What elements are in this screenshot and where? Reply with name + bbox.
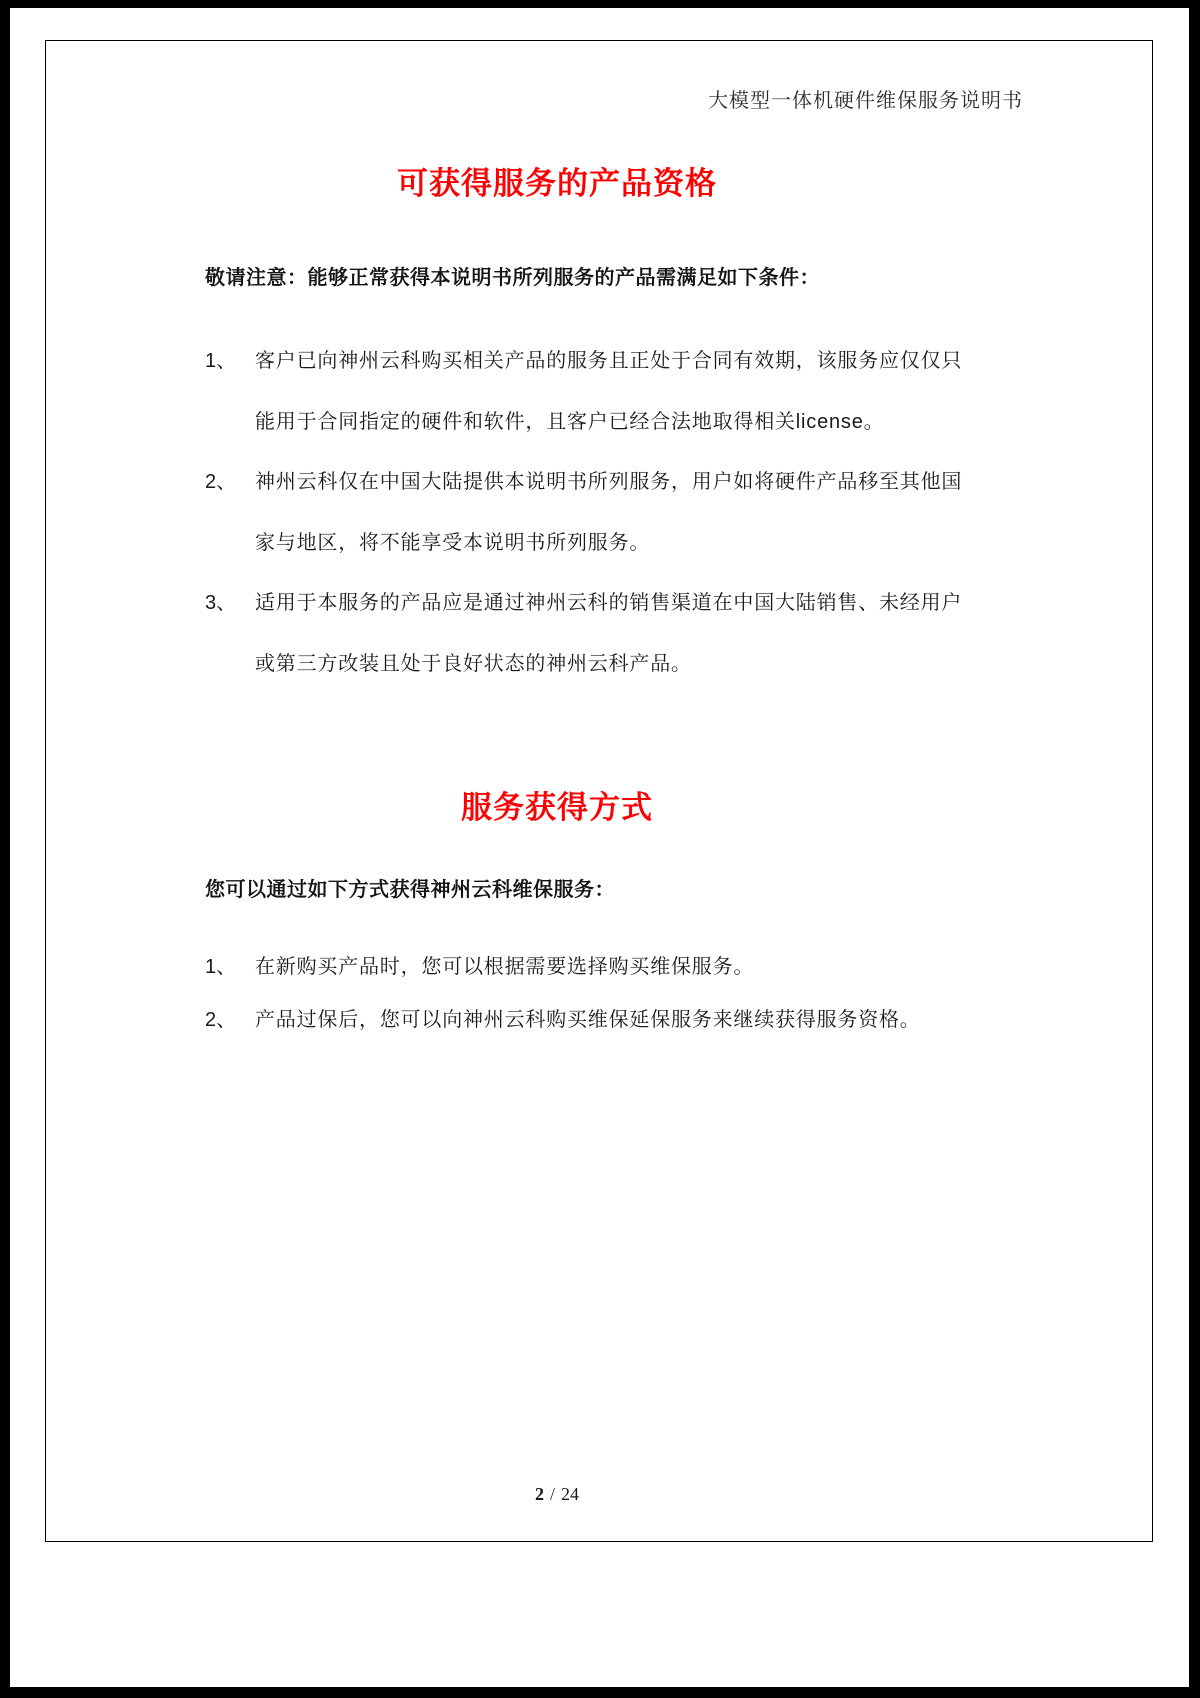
footer-page-number: 2 bbox=[534, 1484, 544, 1504]
section-intro-eligibility: 敬请注意：能够正常获得本说明书所列服务的产品需满足如下条件： bbox=[205, 267, 820, 289]
list-item-line bbox=[205, 950, 754, 979]
list-item-number: 2、 bbox=[205, 471, 237, 493]
page-edge-bottom bbox=[0, 1687, 1200, 1698]
section-intro-how-to-get-service: 您可以通过如下方式获得神州云科维保服务： bbox=[205, 879, 615, 901]
list-item-number: 3、 bbox=[205, 592, 237, 614]
list-item-text: 能用于合同指定的硬件和软件，且客户已经合法地取得相关license。 bbox=[255, 411, 885, 433]
page-edge-right bbox=[1189, 0, 1200, 1698]
page-footer bbox=[0, 1484, 1114, 1505]
list-item-line bbox=[205, 344, 962, 373]
footer-total-pages: 24 bbox=[561, 1484, 579, 1504]
footer-separator: / bbox=[549, 1484, 555, 1504]
page-header: 大模型一体机硬件维保服务说明书 bbox=[708, 90, 1023, 112]
list-item-text: 在新购买产品时，您可以根据需要选择购买维保服务。 bbox=[255, 956, 755, 978]
list-item-line bbox=[255, 405, 884, 434]
list-item-line bbox=[205, 1003, 921, 1032]
list-item-line bbox=[205, 586, 962, 615]
list-item-line bbox=[255, 526, 650, 555]
section-title-eligibility: 可获得服务的产品资格 bbox=[397, 166, 717, 201]
list-item-text: 家与地区，将不能享受本说明书所列服务。 bbox=[255, 532, 651, 554]
list-item-line bbox=[255, 647, 692, 676]
list-item-number: 2、 bbox=[205, 1009, 237, 1031]
section-title-how-to-get-service: 服务获得方式 bbox=[461, 790, 653, 825]
list-item-line bbox=[205, 465, 962, 494]
list-item-text: 客户已向神州云科购买相关产品的服务且正处于合同有效期，该服务应仅仅只 bbox=[255, 350, 963, 372]
list-item-text: 或第三方改装且处于良好状态的神州云科产品。 bbox=[255, 653, 692, 675]
list-item-number: 1、 bbox=[205, 350, 237, 372]
list-item-text: 神州云科仅在中国大陆提供本说明书所列服务，用户如将硬件产品移至其他国 bbox=[255, 471, 963, 493]
list-item-number: 1、 bbox=[205, 956, 237, 978]
list-item-text: 产品过保后，您可以向神州云科购买维保延保服务来继续获得服务资格。 bbox=[255, 1009, 921, 1031]
page-edge-top bbox=[0, 0, 1200, 8]
page-edge-left bbox=[0, 0, 10, 1698]
list-item-text: 适用于本服务的产品应是通过神州云科的销售渠道在中国大陆销售、未经用户 bbox=[255, 592, 963, 614]
